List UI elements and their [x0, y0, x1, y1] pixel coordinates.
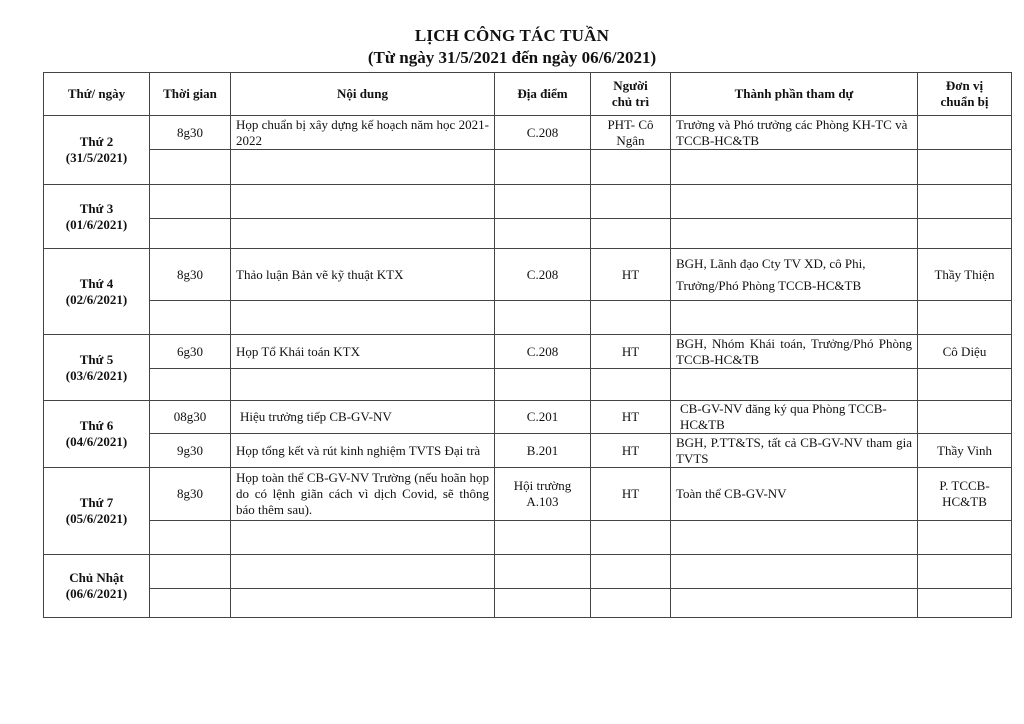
location-cell: C.208: [495, 335, 591, 369]
time-cell: [150, 185, 231, 219]
table-row: [44, 401, 1012, 434]
content-cell: Họp toàn thể CB-GV-NV Trường (nếu hoãn họp do có lệnh giãn cách vì dịch Covid, sẽ thông báo thêm sau).: [231, 468, 495, 521]
content-cell: Hiệu trưởng tiếp CB-GV-NV: [231, 401, 495, 434]
prep-cell: [918, 401, 1012, 434]
prep-cell: [918, 116, 1012, 150]
prep-cell: [918, 219, 1012, 249]
content-cell: Họp tổng kết và rút kinh nghiệm TVTS Đại trà: [231, 434, 495, 468]
chair-cell: HT: [591, 401, 671, 434]
time-cell: 9g30: [150, 434, 231, 468]
time-cell: 8g30: [150, 468, 231, 521]
location-cell: [495, 589, 591, 618]
day-cell: Thứ 7 (05/6/2021): [44, 468, 150, 555]
table-row: [44, 434, 1012, 468]
table-row: [44, 301, 1012, 335]
document-subtitle: (Từ ngày 31/5/2021 đến ngày 06/6/2021): [367, 48, 657, 67]
time-cell: [150, 521, 231, 555]
prep-cell: [918, 555, 1012, 589]
prep-cell: [918, 301, 1012, 335]
chair-cell: [591, 369, 671, 401]
time-cell: [150, 555, 231, 589]
chair-cell: [591, 521, 671, 555]
header-location: Địa điểm: [495, 73, 591, 116]
table-row: [44, 369, 1012, 401]
location-cell: [495, 369, 591, 401]
content-cell: [231, 369, 495, 401]
day-cell: Thứ 4 (02/6/2021): [44, 249, 150, 335]
table-row: [44, 335, 1012, 369]
chair-cell: HT: [591, 434, 671, 468]
content-cell: [231, 219, 495, 249]
prep-cell: [918, 185, 1012, 219]
time-cell: [150, 301, 231, 335]
attendees-cell: [671, 150, 918, 185]
attendees-cell: [671, 521, 918, 555]
table-row: [44, 589, 1012, 618]
chair-cell: [591, 150, 671, 185]
day-cell: Chủ Nhật (06/6/2021): [44, 555, 150, 618]
table-row: [44, 150, 1012, 185]
time-cell: 6g30: [150, 335, 231, 369]
day-cell: Thứ 2 (31/5/2021): [44, 116, 150, 185]
time-cell: [150, 219, 231, 249]
attendees-cell: Trưởng và Phó trưởng các Phòng KH-TC và TCCB-HC&TB: [671, 116, 918, 150]
time-cell: 8g30: [150, 116, 231, 150]
content-cell: Thảo luận Bản vẽ kỹ thuật KTX: [231, 249, 495, 301]
header-day: Thứ/ ngày: [44, 73, 150, 116]
weekly-schedule-table: [43, 72, 1012, 618]
header-time: Thời gian: [150, 73, 231, 116]
chair-cell: HT: [591, 468, 671, 521]
header-chair: Người chủ trì: [591, 73, 671, 116]
attendees-cell: [671, 219, 918, 249]
header-attendees: Thành phần tham dự: [671, 73, 918, 116]
prep-cell: Thầy Thiện: [918, 249, 1012, 301]
attendees-cell: [671, 185, 918, 219]
location-cell: [495, 150, 591, 185]
time-cell: [150, 589, 231, 618]
attendees-cell: [671, 589, 918, 618]
location-cell: [495, 301, 591, 335]
prep-cell: P. TCCB-HC&TB: [918, 468, 1012, 521]
attendees-cell: CB-GV-NV đăng ký qua Phòng TCCB-HC&TB: [671, 401, 918, 434]
content-cell: [231, 589, 495, 618]
table-row: [44, 219, 1012, 249]
location-cell: [495, 521, 591, 555]
content-cell: [231, 521, 495, 555]
prep-cell: Thầy Vinh: [918, 434, 1012, 468]
location-cell: C.208: [495, 116, 591, 150]
location-cell: [495, 555, 591, 589]
table-header-row: [44, 73, 1012, 116]
day-cell: Thứ 3 (01/6/2021): [44, 185, 150, 249]
attendees-cell: BGH, Lãnh đạo Cty TV XD, cô Phi, Trưởng/Phó Phòng TCCB-HC&TB: [671, 249, 918, 301]
attendees-cell: BGH, Nhóm Khái toán, Trưởng/Phó Phòng TCCB-HC&TB: [671, 335, 918, 369]
location-cell: [495, 185, 591, 219]
chair-cell: [591, 219, 671, 249]
attendees-cell: [671, 555, 918, 589]
prep-cell: [918, 369, 1012, 401]
attendees-cell: Toàn thể CB-GV-NV: [671, 468, 918, 521]
table-row: [44, 249, 1012, 301]
chair-cell: [591, 589, 671, 618]
prep-cell: Cô Diệu: [918, 335, 1012, 369]
location-cell: B.201: [495, 434, 591, 468]
schedule-body: [44, 116, 1012, 618]
time-cell: 08g30: [150, 401, 231, 434]
chair-cell: HT: [591, 249, 671, 301]
document-title: LỊCH CÔNG TÁC TUẦN: [414, 26, 610, 45]
content-cell: [231, 150, 495, 185]
attendees-cell: [671, 301, 918, 335]
location-cell: [495, 219, 591, 249]
content-cell: Họp Tổ Khái toán KTX: [231, 335, 495, 369]
chair-cell: [591, 301, 671, 335]
table-row: [44, 116, 1012, 150]
prep-cell: [918, 150, 1012, 185]
time-cell: 8g30: [150, 249, 231, 301]
day-cell: Thứ 6 (04/6/2021): [44, 401, 150, 468]
table-row: [44, 468, 1012, 521]
day-cell: Thứ 5 (03/6/2021): [44, 335, 150, 401]
time-cell: [150, 150, 231, 185]
chair-cell: [591, 185, 671, 219]
prep-cell: [918, 521, 1012, 555]
location-cell: C.201: [495, 401, 591, 434]
location-cell: C.208: [495, 249, 591, 301]
chair-cell: [591, 555, 671, 589]
table-row: [44, 555, 1012, 589]
content-cell: [231, 555, 495, 589]
time-cell: [150, 369, 231, 401]
location-cell: Hội trường A.103: [495, 468, 591, 521]
content-cell: Họp chuẩn bị xây dựng kế hoạch năm học 2021-2022: [231, 116, 495, 150]
chair-cell: PHT- Cô Ngân: [591, 116, 671, 150]
header-prep-unit: Đơn vị chuẩn bị: [918, 73, 1012, 116]
attendees-cell: BGH, P.TT&TS, tất cả CB-GV-NV tham gia TVTS: [671, 434, 918, 468]
header-content: Nội dung: [231, 73, 495, 116]
table-row: [44, 185, 1012, 219]
chair-cell: HT: [591, 335, 671, 369]
content-cell: [231, 301, 495, 335]
attendees-cell: [671, 369, 918, 401]
prep-cell: [918, 589, 1012, 618]
content-cell: [231, 185, 495, 219]
table-row: [44, 521, 1012, 555]
